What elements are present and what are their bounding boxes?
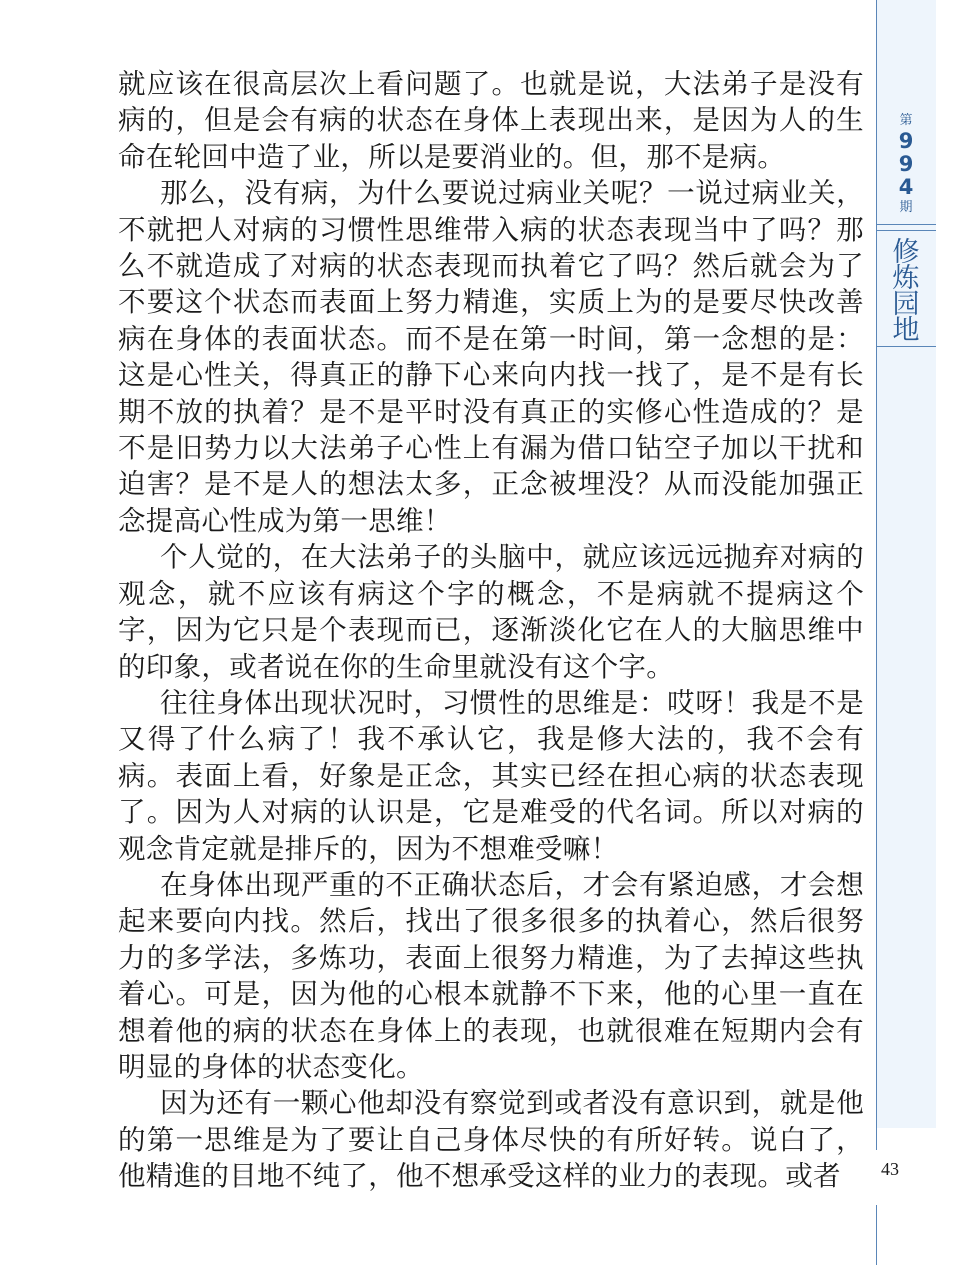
paragraph: 往往身体出现状况时，习惯性的思维是：哎呀！我是不是又得了什么病了！我不承认它，我是修大法的，我不会有病。表面上看，好象是正念，其实已经在担心病的状态表现了。因为人对病的认识是，它是难受的代名词。所以对病的观念肯定就是排斥的，因为不想难受嘛！	[118, 686, 864, 865]
section-title	[878, 237, 934, 346]
paragraph: 因为还有一颗心他却没有察觉到或者没有意识到，就是他的第一思维是为了要让自己身体尽快的有所好转。说白了，他精進的目地不纯了，他不想承受这样的业力的表现。或者	[118, 1087, 864, 1193]
section-rule-top-inner	[876, 230, 936, 231]
paragraph: 那么，没有病，为什么要说过病业关呢？一说过病业关，不就把人对病的习惯性思维带入病的状态表现当中了吗？那么不就造成了对病的状态表现而执着它了吗？然后就会为了不要这个状态而表面上努力精進，实质上为的是要尽快改善病在身体的表面状态。而不是在第一时间，第一念想的是：这是心性关，得真正的静下心来向内找一找了，是不是有长期不放的执着？是不是平时没有真正的实修心性造成的？是不是旧势力以大法弟子心性上有漏为借口钻空子加以干扰和迫害？是不是人的想法太多，正念被埋没？从而没能加强正念提高心性成为第一思维！	[118, 177, 864, 537]
section-title-char: 修	[892, 237, 920, 268]
section-title-char: 园	[892, 289, 920, 320]
paragraph: 个人觉的，在大法弟子的头脑中，就应该远远抛弃对病的观念，就不应该有病这个字的概念，不是病就不提病这个字，因为它只是个表现而已，逐渐淡化它在人的大脑思维中的印象，或者说在你的生命里就没有这个字。	[118, 541, 864, 683]
issue-digit: 9	[898, 129, 914, 153]
issue-prefix: 第	[899, 113, 913, 128]
section-rule-top	[876, 224, 936, 225]
issue-number	[878, 112, 934, 217]
section-title-char: 地	[892, 315, 920, 346]
sidebar-rule-lower	[876, 1205, 877, 1265]
section-title-char: 炼	[892, 263, 920, 294]
sidebar-rule-upper	[876, 0, 877, 1150]
article-body	[118, 66, 864, 1195]
section-rule-bottom	[876, 346, 936, 347]
issue-digit: 9	[898, 152, 914, 176]
page-number: 43	[881, 1159, 899, 1179]
paragraph: 在身体出现严重的不正确状态后，才会有紧迫感，才会想起来要向内找。然后，找出了很多很多的执着心，然后很努力的多学法，多炼功，表面上很努力精進，为了去掉这些执着心。可是，因为他的心根本就静不下来，他的心里一直在想着他的病的状态在身体上的表现，也就很难在短期内会有明显的身体的状态变化。	[118, 868, 864, 1083]
issue-suffix: 期	[899, 200, 913, 215]
paragraph: 就应该在很高层次上看问题了。也就是说，大法弟子是没有病的，但是会有病的状态在身体上表现出来，是因为人的生命在轮回中造了业，所以是要消业的。但，那不是病。	[118, 68, 864, 173]
issue-digit: 4	[898, 175, 914, 199]
